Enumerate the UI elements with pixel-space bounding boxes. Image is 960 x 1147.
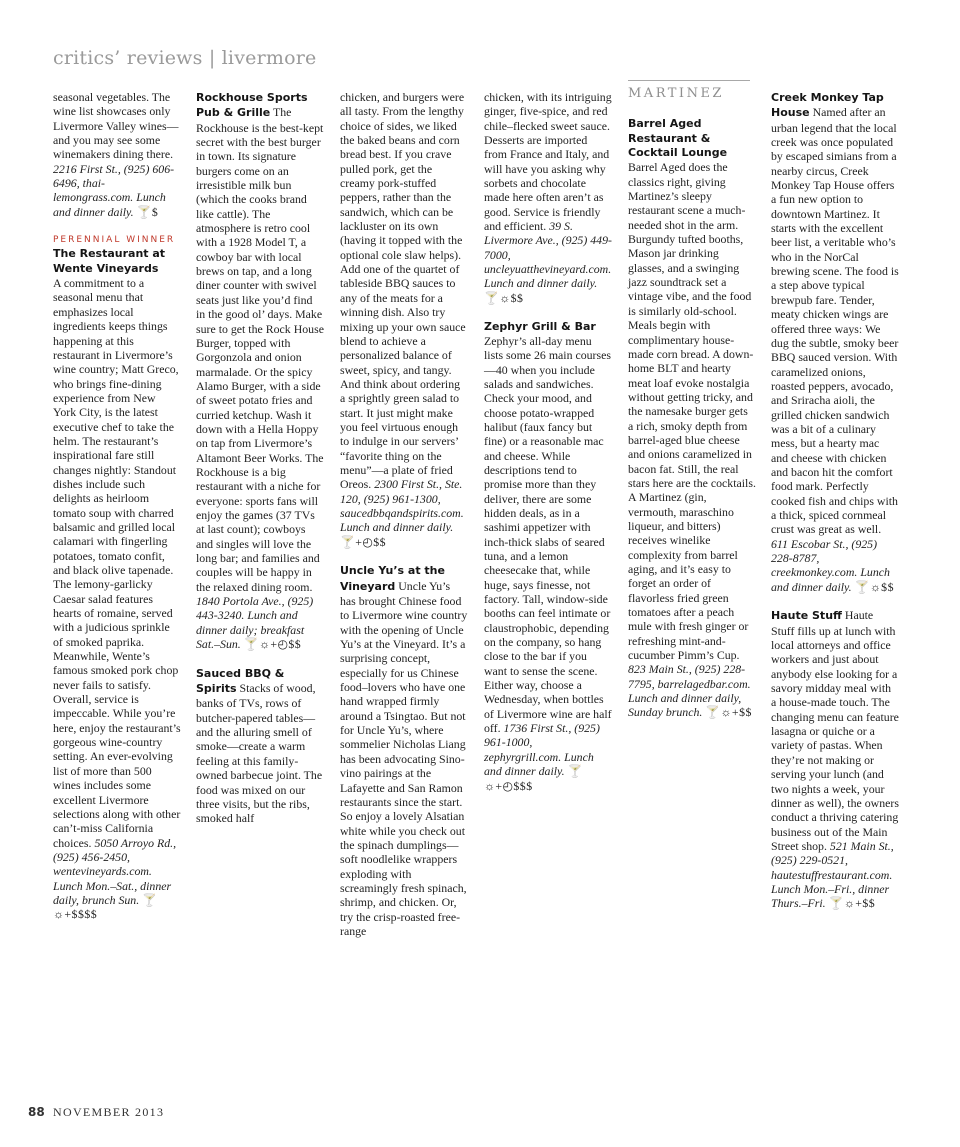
rating-symbols: 🍸☼+$$	[828, 896, 876, 911]
review-text: Haute Stuff fills up at lunch with local attorneys and office workers and just about anybody else looking for a savory midday meal with a house-made touch. The changing menu can feature lasagna or quiche or a variety of pastas. When they’re not making or serving your lunch (and two nights a week, your dinner as well), the owners conduct a thriving catering business out of the Main Street shop.	[771, 608, 899, 853]
rating-symbols: 🍸☼+$$$$	[53, 892, 158, 922]
column-1	[53, 90, 181, 922]
review-text: Named after an urban legend that the local creek was once populated by escaped simians from a nearby circus, Creek Monkey Tap House offers a fun new option to downtown Martinez. It starts with the excellent beer list, a veritable who’s who in the NorCal brewing scene. The food is a step above typical brewpub fare. Tender, meaty chicken wings are offered three ways: We dug the subtle, smoky beer BBQ sauced version. With caramelized onions, roasted peppers, avocado, and Sriracha aioli, the grilled chicken sandwich was a bit of a culinary mess, but a hearty mac and cheese with chicken and bacon hit the comfort food mark. Perfectly cooked fish and chips with a thick, spiced cornmeal crust was great as well.	[771, 105, 899, 537]
review-text: chicken, with its intriguing ginger, five-spice, and red chile–flecked sweet sauce. Desserts are imported from France and Italy, and will have you asking why sorbets and chocolate made here often aren’t as good. Service is friendly and efficient.	[484, 90, 612, 234]
restaurant-info: 1736 First St., (925) 961-1000, zephyrgrill.com. Lunch and dinner daily.	[484, 721, 600, 779]
restaurant-info: 39 S. Livermore Ave., (925) 449-7000, uncleyuatthevineyard.com. Lunch and dinner daily.	[484, 219, 612, 291]
restaurant-info: 823 Main St., (925) 228-7795, barrelagedbar.com. Lunch and dinner daily, Sunday brunch.	[628, 662, 751, 720]
review-sauced-continued	[340, 90, 468, 549]
restaurant-name: Sauced BBQ & Spirits	[196, 666, 285, 696]
restaurant-info: 2300 First St., Ste. 120, (925) 961-1300, saucedbbqandspirits.com. Lunch and dinner daily.	[340, 477, 464, 535]
issue-date: NOVEMBER 2013	[53, 1105, 165, 1119]
perennial-winner-tag: PERENNIAL WINNER	[53, 235, 176, 246]
rating-symbols: 🍸☼$$	[484, 290, 524, 305]
review-text: The Rockhouse is the best-kept secret with the best burger in town. Its signature burgers come on an irresistible milk bun (which the cooks brand like cattle). The atmosphere is retro cool with a 1928 Model T, a cowboy bar with local brews on tap, and a long diner counter with swivel seats just like you’d find in the good ol’ days. Make sure to get the Rock House Burger, topped with Gorgonzola and onion marmalade. Or the spicy Alamo Burger, with a side of sweet potato fries and curried ketchup. Wash it down with a Hella Hoppy on tap from Livermore’s Altamont Beer Works. The Rockhouse is a big restaurant with a niche for everyone: sports fans will enjoy the games (37 TVs at last count); cowboys and singles will love the long bar; and families and couples will be happy in the relaxed dining room.	[196, 105, 324, 594]
restaurant-name: Haute Stuff	[771, 609, 842, 623]
review-wente	[53, 247, 181, 921]
column-6	[771, 90, 899, 911]
restaurant-name: Creek Monkey Tap House	[771, 91, 884, 120]
section-divider	[628, 80, 750, 81]
review-barrel-aged	[628, 117, 756, 719]
review-uncle-yus-continued	[484, 90, 612, 305]
rating-symbols: 🍸☼$$	[854, 579, 895, 594]
restaurant-name: Uncle Yu’s at the Vineyard	[340, 564, 445, 593]
restaurant-name: The Restaurant at Wente Vineyards	[53, 247, 166, 275]
column-2	[196, 90, 324, 826]
page-footer	[28, 1105, 164, 1120]
rating-symbols: 🍸☼+◴$$	[243, 637, 302, 652]
review-zephyr	[484, 320, 612, 793]
column-3	[340, 90, 468, 938]
section-header: critics’ reviews | livermore	[53, 47, 317, 69]
review-sauced	[196, 666, 324, 826]
section-heading-martinez: MARTINEZ	[628, 86, 724, 101]
restaurant-info: 2216 First St., (925) 606-6496, thai-lemongrass.com. Lunch and dinner daily.	[53, 161, 175, 219]
review-uncle-yus	[340, 563, 468, 938]
restaurant-info: 5050 Arroyo Rd., (925) 456-2450, wentevineyards.com. Lunch Mon.–Sat., dinner daily, brunch Sun.	[53, 835, 177, 907]
rating-symbols: 🍸+◴$$	[340, 534, 387, 549]
rating-symbols: 🍸$	[136, 204, 159, 219]
rating-symbols: 🍸☼+$$	[705, 705, 752, 720]
column-4	[484, 90, 612, 793]
restaurant-info: 1840 Portola Ave., (925) 443-3240. Lunch and dinner daily; breakfast Sat.–Sun.	[196, 594, 314, 652]
review-text: Stacks of wood, banks of TVs, rows of butcher-papered tables—and the alluring smell of smoke—create a warm feeling at this family-owned barbecue joint. The food was mixed on our three visits, but the ribs, smoked half	[196, 681, 323, 826]
review-text: A commitment to a seasonal menu that emphasizes local ingredients keeps things happening at this restaurant in Livermore’s wine country; Matt Greco, who brings fine-dining experience from New York City, is the latest executive chef to take the helm. The restaurant’s inspirational fare still changes nightly: Standout dishes include such delights as heirloom tomato soup with charred balsamic and grilled local calamari with fingerling potatoes, tomato confit, and black olive tapenade. The lemony-garlicky Caesar salad features hearts of romaine, served with a judicious sprinkle of smoked paprika. Meanwhile, Wente’s famous smoked pork chop never fails to satisfy. Overall, service is impeccable. While you’re here, enjoy the restaurant’s gorgeous wine-country setting. An ever-evolving list of more than 500 wines includes some excellent Livermore selections along with other can’t-miss California choices.	[53, 276, 181, 850]
review-text: Zephyr’s all-day menu lists some 26 main courses—40 when you include salads and sandwiches. Check your mood, and choose potato-wrapped halibut (faux fancy but fine) or a reasonable mac and cheese. While descriptions tend to promise more than they deliver, there are some hidden deals, as in a sashimi appetizer with inch-thick slabs of seared tuna, and a lemon cheesecake that, while huge, says finesse, not factory. Tall, window-side booths can feel intimate or claustrophobic, depending on the company, so hang close to the bar if you want to sense the scene. Either way, choose a Wednesday, when bottles of Livermore wine are half off.	[484, 333, 612, 736]
review-haute-stuff	[771, 608, 899, 910]
review-text: seasonal vegetables. The wine list showcases only Livermore Valley wines—and you may see some winemakers dining there.	[53, 90, 179, 162]
restaurant-name: Zephyr Grill & Bar	[484, 319, 596, 333]
restaurant-info: 611 Escobar St., (925) 228-8787, creekmonkey.com. Lunch and dinner daily.	[771, 536, 890, 594]
review-text: chicken, and burgers were all tasty. From the lengthy choice of sides, we liked the baked beans and corn bread best. If you crave pulled pork, get the creamy pork-stuffed peppers, rather than the sandwich, which can be lackluster on its own (having it topped with the optional cole slaw helps). Add one of the quartet of tableside BBQ sauces to any of the meats for a winning dish. Also try mixing up your own sauce blend to achieve a personalized balance of sweet, spicy, and tangy. And think about ordering a sprightly green salad to start. It just might make you feel virtuous enough to indulge in our servers’ “favorite thing on the menu”—a plate of fried Oreos.	[340, 90, 466, 492]
restaurant-name: Rockhouse Sports Pub & Grille	[196, 91, 308, 120]
page-number: 88	[28, 1105, 45, 1119]
review-text: Uncle Yu’s has brought Chinese food to Livermore wine country with the opening of Uncle Yu’s at the Vineyard. It’s a surprising concept, especially for us Chinese food–lovers who have one hand wrapped firmly around a Tsingtao. But not for Uncle Yu’s, where sommelier Nicholas Liang has been advocating Sino-vino pairings at the Lafayette and San Ramon restaurants since the start. So enjoy a lovely Alsatian white while you check out the spinach dumplings—soft noodlelike wrappers exploding with screamingly fresh spinach, shrimp, and chicken. Or, try the crisp-roasted free-range	[340, 578, 468, 938]
rating-symbols: 🍸☼+◴$$$	[484, 764, 583, 793]
review-rockhouse	[196, 90, 324, 651]
review-text: Barrel Aged does the classics right, giving Martinez’s sleepy restaurant scene a much-needed shot in the arm. Burgundy tufted booths, Mason jar drinking glasses, and a swinging jazz soundtrack set a vintage vibe, and the food is similarly old-school. Meals begin with complimentary house-made corn bread. A down-home BLT and hearty meat loaf evoke nostalgia without getting tricky, and the namesake burger gets a rich, smoky depth from barrel-aged blue cheese and onions caramelized in bacon fat. Still, the real stars here are the cocktails. A Martinez (gin, vermouth, maraschino liqueur, and bitters) receives winelike complexity from barrel aging, and it’s easy to forget an order of flavorless fried green tomatoes after a peach mule with fresh ginger or refreshing mint-and-cucumber Pimm’s Cup.	[628, 160, 756, 663]
column-5	[628, 80, 756, 720]
review-continuation	[53, 90, 181, 219]
restaurant-name: Barrel Aged Restaurant & Cocktail Lounge	[628, 117, 728, 160]
restaurant-info: 521 Main St., (925) 229-0521, hautestuffrestaurant.com. Lunch Mon.–Fri., dinner Thurs.–Fri.	[771, 838, 894, 911]
review-creek-monkey	[771, 90, 899, 594]
